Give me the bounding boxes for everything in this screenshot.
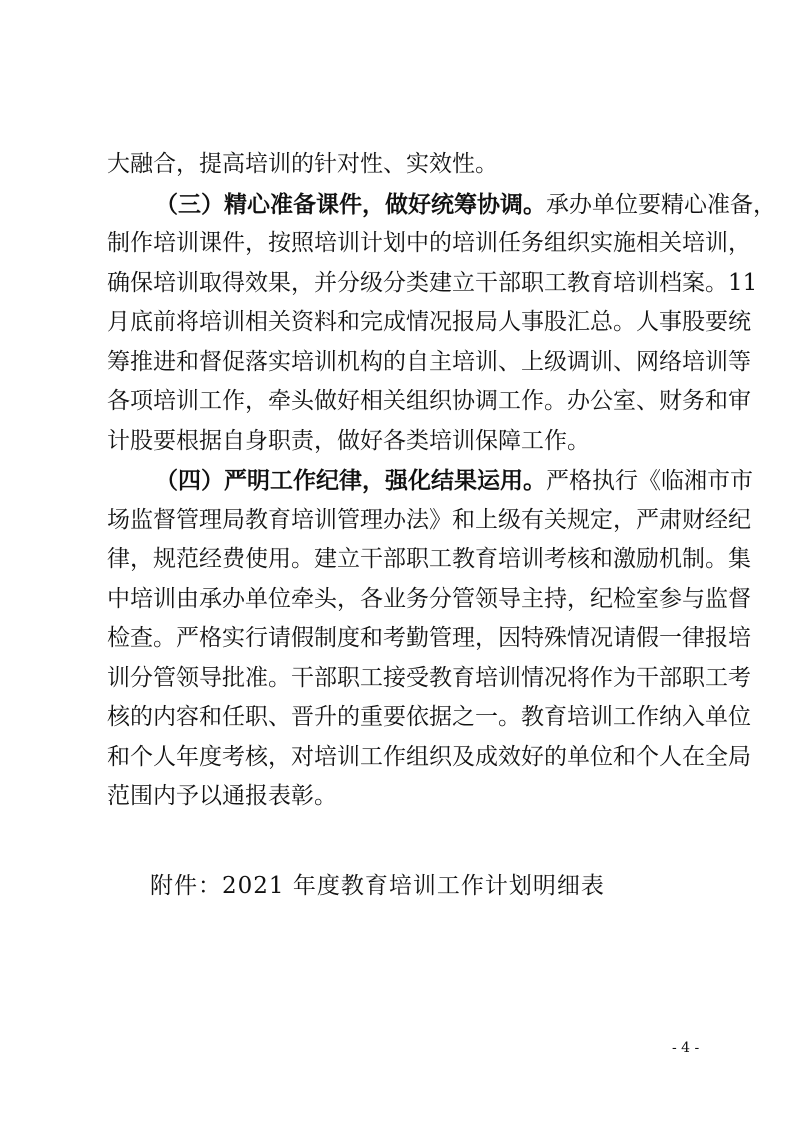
page-number: - 4 - xyxy=(672,1040,700,1056)
paragraph-line: 中培训由承办单位牵头，各业务分管领导主持，纪检室参与监督 xyxy=(107,585,751,612)
paragraph-line: 检查。严格实行请假制度和考勤管理，因特殊情况请假一律报培 xyxy=(107,625,751,651)
section-4-first-line xyxy=(107,461,753,501)
section-3-heading: （三）精心准备课件，做好统筹协调。 xyxy=(155,190,546,218)
section-4-heading: （四）严明工作纪律，强化结果运用。 xyxy=(155,467,546,494)
paragraph-line: 各项培训工作，牵头做好相关组织协调工作。办公室、财务和审 xyxy=(107,388,751,414)
paragraph-line: 场监督管理局教育培训管理办法》和上级有关规定，严肃财经纪 xyxy=(107,506,751,533)
section-3-first-line xyxy=(107,185,776,225)
paragraph-line: 范围内予以通报表彰。 xyxy=(107,783,337,809)
paragraph-line: 制作培训课件，按照培训计划中的培训任务组织实施相关培训， xyxy=(107,230,751,256)
paragraph-text: 严格执行《临湘市市 xyxy=(546,468,753,494)
paragraph-line: 和个人年度考核，对培训工作组织及成效好的单位和个人在全局 xyxy=(107,743,751,770)
paragraph-line: 计股要根据自身职责，做好各类培训保障工作。 xyxy=(107,427,590,454)
paragraph-line: 确保培训取得效果，并分级分类建立干部职工教育培训档案。11 xyxy=(107,269,758,296)
document-body xyxy=(107,145,776,817)
paragraph-line: 月底前将培训相关资料和完成情况报局人事股汇总。人事股要统 xyxy=(107,309,751,335)
paragraph-line: 律，规范经费使用。建立干部职工教育培训考核和激励机制。集 xyxy=(107,546,751,572)
paragraph-line: 筹推进和督促落实培训机构的自主培训、上级调训、网络培训等 xyxy=(107,348,751,375)
paragraph-line: 大融合，提高培训的针对性、实效性。 xyxy=(107,151,498,177)
paragraph-line: 训分管领导批准。干部职工接受教育培训情况将作为干部职工考 xyxy=(107,664,751,691)
paragraph-line: 核的内容和任职、晋升的重要依据之一。教育培训工作纳入单位 xyxy=(107,704,751,730)
paragraph-text: 承办单位要精心准备， xyxy=(546,191,776,218)
attachment-note: 附件：2021 年度教育培训工作计划明细表 xyxy=(150,873,605,899)
